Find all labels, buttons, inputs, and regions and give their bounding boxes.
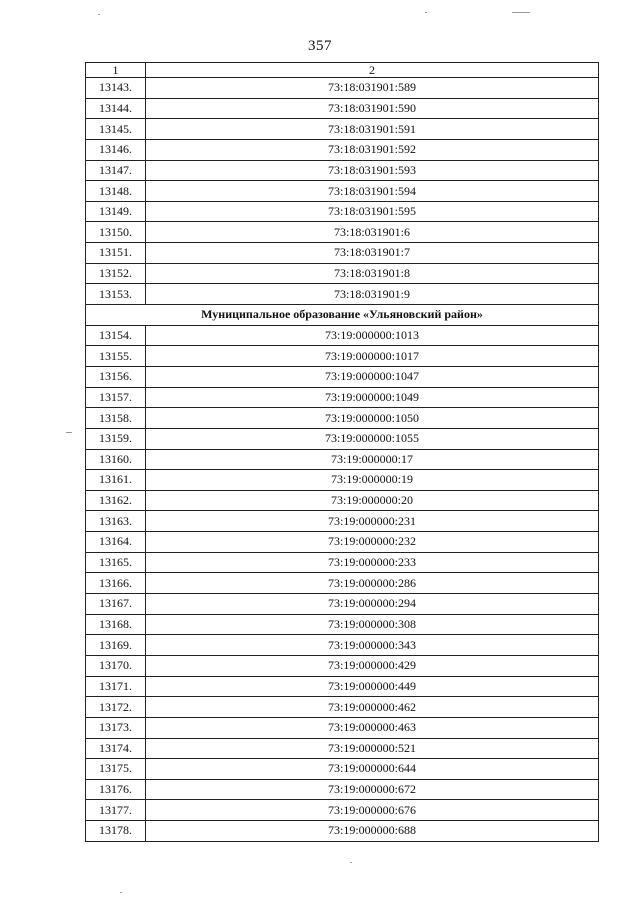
row-number-cell: 13150.	[86, 222, 146, 243]
row-number-cell: 13178.	[86, 821, 146, 842]
section-header-row	[86, 305, 599, 326]
cadastral-number-cell: 73:19:000000:231	[146, 511, 599, 532]
row-number-cell: 13168.	[86, 614, 146, 635]
cadastral-number-cell: 73:18:031901:8	[146, 263, 599, 284]
cadastral-number-cell: 73:19:000000:644	[146, 759, 599, 780]
cadastral-number-cell: 73:19:000000:1047	[146, 366, 599, 387]
table-row	[86, 552, 599, 573]
table-row	[86, 78, 599, 99]
cadastral-number-cell: 73:18:031901:7	[146, 243, 599, 264]
cadastral-number-cell: 73:18:031901:592	[146, 139, 599, 160]
table-row	[86, 614, 599, 635]
table-row	[86, 201, 599, 222]
cadastral-number-cell: 73:19:000000:233	[146, 552, 599, 573]
row-number-cell: 13175.	[86, 759, 146, 780]
section-title: Муниципальное образование «Ульяновский район»	[86, 305, 599, 326]
table-row	[86, 160, 599, 181]
table-row	[86, 697, 599, 718]
row-number-cell: 13170.	[86, 655, 146, 676]
table-row	[86, 243, 599, 264]
table-row	[86, 284, 599, 305]
table-row	[86, 821, 599, 842]
cadastral-number-cell: 73:19:000000:294	[146, 594, 599, 615]
row-number-cell: 13159.	[86, 428, 146, 449]
page-number: 357	[308, 38, 332, 54]
row-number-cell: 13157.	[86, 387, 146, 408]
table-row	[86, 408, 599, 429]
row-number-cell: 13147.	[86, 160, 146, 181]
table-row	[86, 532, 599, 553]
table-header	[86, 63, 599, 78]
cadastral-number-cell: 73:19:000000:463	[146, 717, 599, 738]
row-number-cell: 13163.	[86, 511, 146, 532]
scan-speck	[66, 432, 72, 433]
cadastral-number-cell: 73:19:000000:429	[146, 655, 599, 676]
cadastral-number-cell: 73:19:000000:1050	[146, 408, 599, 429]
row-number-cell: 13153.	[86, 284, 146, 305]
row-number-cell: 13161.	[86, 470, 146, 491]
row-number-cell: 13145.	[86, 119, 146, 140]
header-col-1: 1	[86, 63, 146, 78]
cadastral-number-cell: 73:19:000000:232	[146, 532, 599, 553]
cadastral-number-cell: 73:19:000000:308	[146, 614, 599, 635]
row-number-cell: 13169.	[86, 635, 146, 656]
scan-speck	[512, 12, 530, 13]
row-number-cell: 13155.	[86, 346, 146, 367]
table-body	[86, 78, 599, 842]
table-row	[86, 387, 599, 408]
table-row	[86, 263, 599, 284]
row-number-cell: 13146.	[86, 139, 146, 160]
row-number-cell: 13160.	[86, 449, 146, 470]
row-number-cell: 13166.	[86, 573, 146, 594]
header-row	[86, 63, 599, 78]
table-row	[86, 490, 599, 511]
table-row	[86, 119, 599, 140]
cadastral-number-cell: 73:19:000000:19	[146, 470, 599, 491]
row-number-cell: 13164.	[86, 532, 146, 553]
scan-speck	[120, 892, 122, 893]
row-number-cell: 13172.	[86, 697, 146, 718]
cadastral-number-cell: 73:19:000000:676	[146, 800, 599, 821]
cadastral-number-cell: 73:18:031901:589	[146, 78, 599, 99]
table-row	[86, 449, 599, 470]
row-number-cell: 13176.	[86, 779, 146, 800]
cadastral-number-cell: 73:19:000000:343	[146, 635, 599, 656]
row-number-cell: 13171.	[86, 676, 146, 697]
cadastral-number-cell: 73:19:000000:688	[146, 821, 599, 842]
cadastral-number-cell: 73:19:000000:462	[146, 697, 599, 718]
row-number-cell: 13162.	[86, 490, 146, 511]
cadastral-number-cell: 73:19:000000:1013	[146, 325, 599, 346]
scan-speck	[98, 14, 100, 15]
row-number-cell: 13144.	[86, 98, 146, 119]
table-row	[86, 573, 599, 594]
row-number-cell: 13154.	[86, 325, 146, 346]
cadastral-number-cell: 73:18:031901:6	[146, 222, 599, 243]
table-row	[86, 676, 599, 697]
row-number-cell: 13165.	[86, 552, 146, 573]
cadastral-number-cell: 73:19:000000:17	[146, 449, 599, 470]
table-row	[86, 759, 599, 780]
table-row	[86, 655, 599, 676]
cadastral-number-cell: 73:19:000000:286	[146, 573, 599, 594]
header-col-2: 2	[146, 63, 599, 78]
row-number-cell: 13149.	[86, 201, 146, 222]
row-number-cell: 13151.	[86, 243, 146, 264]
row-number-cell: 13152.	[86, 263, 146, 284]
cadastral-number-cell: 73:19:000000:20	[146, 490, 599, 511]
row-number-cell: 13173.	[86, 717, 146, 738]
row-number-cell: 13167.	[86, 594, 146, 615]
row-number-cell: 13143.	[86, 78, 146, 99]
table-row	[86, 325, 599, 346]
row-number-cell: 13148.	[86, 181, 146, 202]
cadastral-number-cell: 73:19:000000:521	[146, 738, 599, 759]
row-number-cell: 13158.	[86, 408, 146, 429]
cadastral-number-cell: 73:18:031901:593	[146, 160, 599, 181]
table-row	[86, 779, 599, 800]
row-number-cell: 13177.	[86, 800, 146, 821]
table-row	[86, 139, 599, 160]
table-row	[86, 428, 599, 449]
scan-speck	[350, 862, 352, 863]
table-row	[86, 511, 599, 532]
cadastral-number-cell: 73:18:031901:590	[146, 98, 599, 119]
table-row	[86, 222, 599, 243]
row-number-cell: 13174.	[86, 738, 146, 759]
cadastral-number-cell: 73:19:000000:672	[146, 779, 599, 800]
cadastral-number-cell: 73:19:000000:1017	[146, 346, 599, 367]
cadastral-number-cell: 73:18:031901:9	[146, 284, 599, 305]
table-row	[86, 594, 599, 615]
scan-speck	[425, 12, 427, 13]
cadastral-number-cell: 73:19:000000:1049	[146, 387, 599, 408]
table-row	[86, 635, 599, 656]
cadastral-number-table	[85, 62, 599, 842]
cadastral-number-cell: 73:19:000000:449	[146, 676, 599, 697]
cadastral-number-cell: 73:18:031901:594	[146, 181, 599, 202]
table-row	[86, 800, 599, 821]
table-row	[86, 346, 599, 367]
table-row	[86, 181, 599, 202]
table-row	[86, 738, 599, 759]
row-number-cell: 13156.	[86, 366, 146, 387]
table-row	[86, 366, 599, 387]
table-row	[86, 717, 599, 738]
cadastral-number-cell: 73:18:031901:591	[146, 119, 599, 140]
cadastral-number-cell: 73:19:000000:1055	[146, 428, 599, 449]
table-row	[86, 98, 599, 119]
table-row	[86, 470, 599, 491]
cadastral-number-cell: 73:18:031901:595	[146, 201, 599, 222]
